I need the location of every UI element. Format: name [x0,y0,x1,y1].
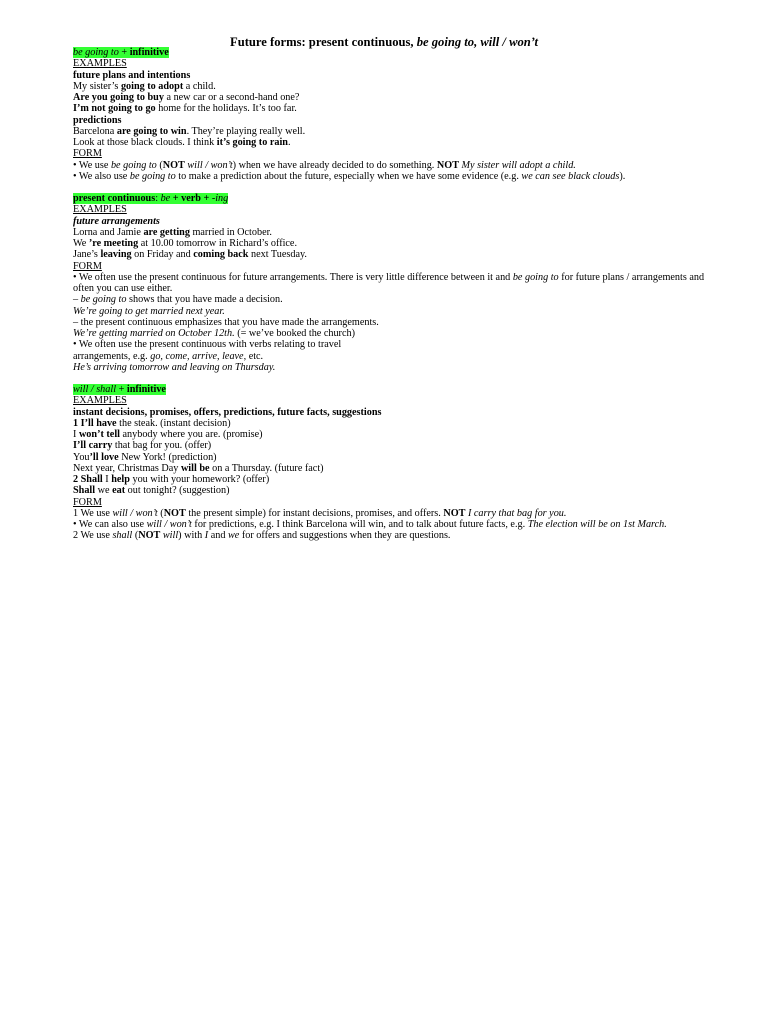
example-line: I’ll carry that bag for you. (offer) [73,440,212,452]
example-line: You’ll love New York! (prediction) [73,451,217,463]
form-example: We’re going to get married next year. [73,305,225,317]
form-label: FORM [73,496,102,508]
page-title: Future forms: present continuous, be going to, will / won’t [230,35,538,49]
form-example: We’re getting married on October 12th. (= we’ve booked the church) [73,328,355,339]
form-rule: • We also use be going to to make a prediction about the future, especially when we have some evidence (e.g. we can see black clouds). [73,170,626,182]
form-rule: • We often use the present continuous with verbs relating to travel [73,339,342,351]
example-line: We ’re meeting at 10.00 tomorrow in Richard’s office. [73,238,298,249]
example-line: 1 I’ll have the steak. (instant decision) [73,417,231,429]
example-line: I won’t tell anybody where you are. (promise) [73,429,263,440]
subheading: instant decisions, promises, offers, predictions, future facts, suggestions [73,406,382,418]
examples-label: EXAMPLES [73,395,127,407]
form-rule: • We use be going to (NOT will / won’t) when we have already decided to do something. NOT My sister will adopt a child. [73,159,576,171]
form-rule: arrangements, e.g. go, come, arrive, leave, etc. [73,350,264,362]
form-rule: 2 We use shall (NOT will) with I and we for offers and suggestions when they are questions. [73,530,451,542]
section-heading: be going to + infinitive [73,47,169,58]
example-line: I’m not going to go home for the holidays. It’s too far. [73,103,297,115]
subheading: predictions [73,114,122,126]
example-line: Jane’s leaving on Friday and coming back next Tuesday. [73,249,307,261]
example-line: Are you going to buy a new car or a second-hand one? [73,92,300,103]
form-label: FORM [73,260,102,272]
section-heading: present continuous: be + verb + -ing [73,193,229,204]
subheading: future arrangements [73,215,160,227]
form-rule: • We often use the present continuous for future arrangements. There is very little difference between it and be going to for future plans / arrangements and often you can use either. [73,271,705,294]
example-line: Lorna and Jamie are getting married in October. [73,226,272,238]
form-rule: – the present continuous emphasizes that you have made the arrangements. [73,316,379,328]
example-line: My sister’s going to adopt a child. [73,80,216,92]
examples-label: EXAMPLES [73,58,127,70]
example-line: Shall we eat out tonight? (suggestion) [73,485,230,497]
section-be-going-to [73,47,723,182]
examples-label: EXAMPLES [73,204,127,216]
form-label: FORM [73,148,102,160]
section-present-continuous [73,193,723,373]
subheading: future plans and intentions [73,69,191,81]
example-line: Barcelona are going to win. They’re playing really well. [73,125,306,137]
form-rule: – be going to shows that you have made a decision. [73,294,283,306]
form-rule: 1 We use will / won’t (NOT the present simple) for instant decisions, promises, and offers. NOT I carry that bag for you. [73,507,567,519]
section-will-shall [73,384,723,542]
example-line: Look at those black clouds. I think it’s going to rain. [73,137,291,148]
form-example: He’s arriving tomorrow and leaving on Thursday. [73,361,276,373]
form-rule: • We can also use will / won’t for predictions, e.g. I think Barcelona will win, and to talk about future facts, e.g. The election will be on 1st March. [73,519,667,530]
section-heading: will / shall + infinitive [73,384,166,395]
example-line: 2 Shall I help you with your homework? (offer) [73,474,270,485]
example-line: Next year, Christmas Day will be on a Thursday. (future fact) [73,462,324,474]
document-body [73,47,723,542]
